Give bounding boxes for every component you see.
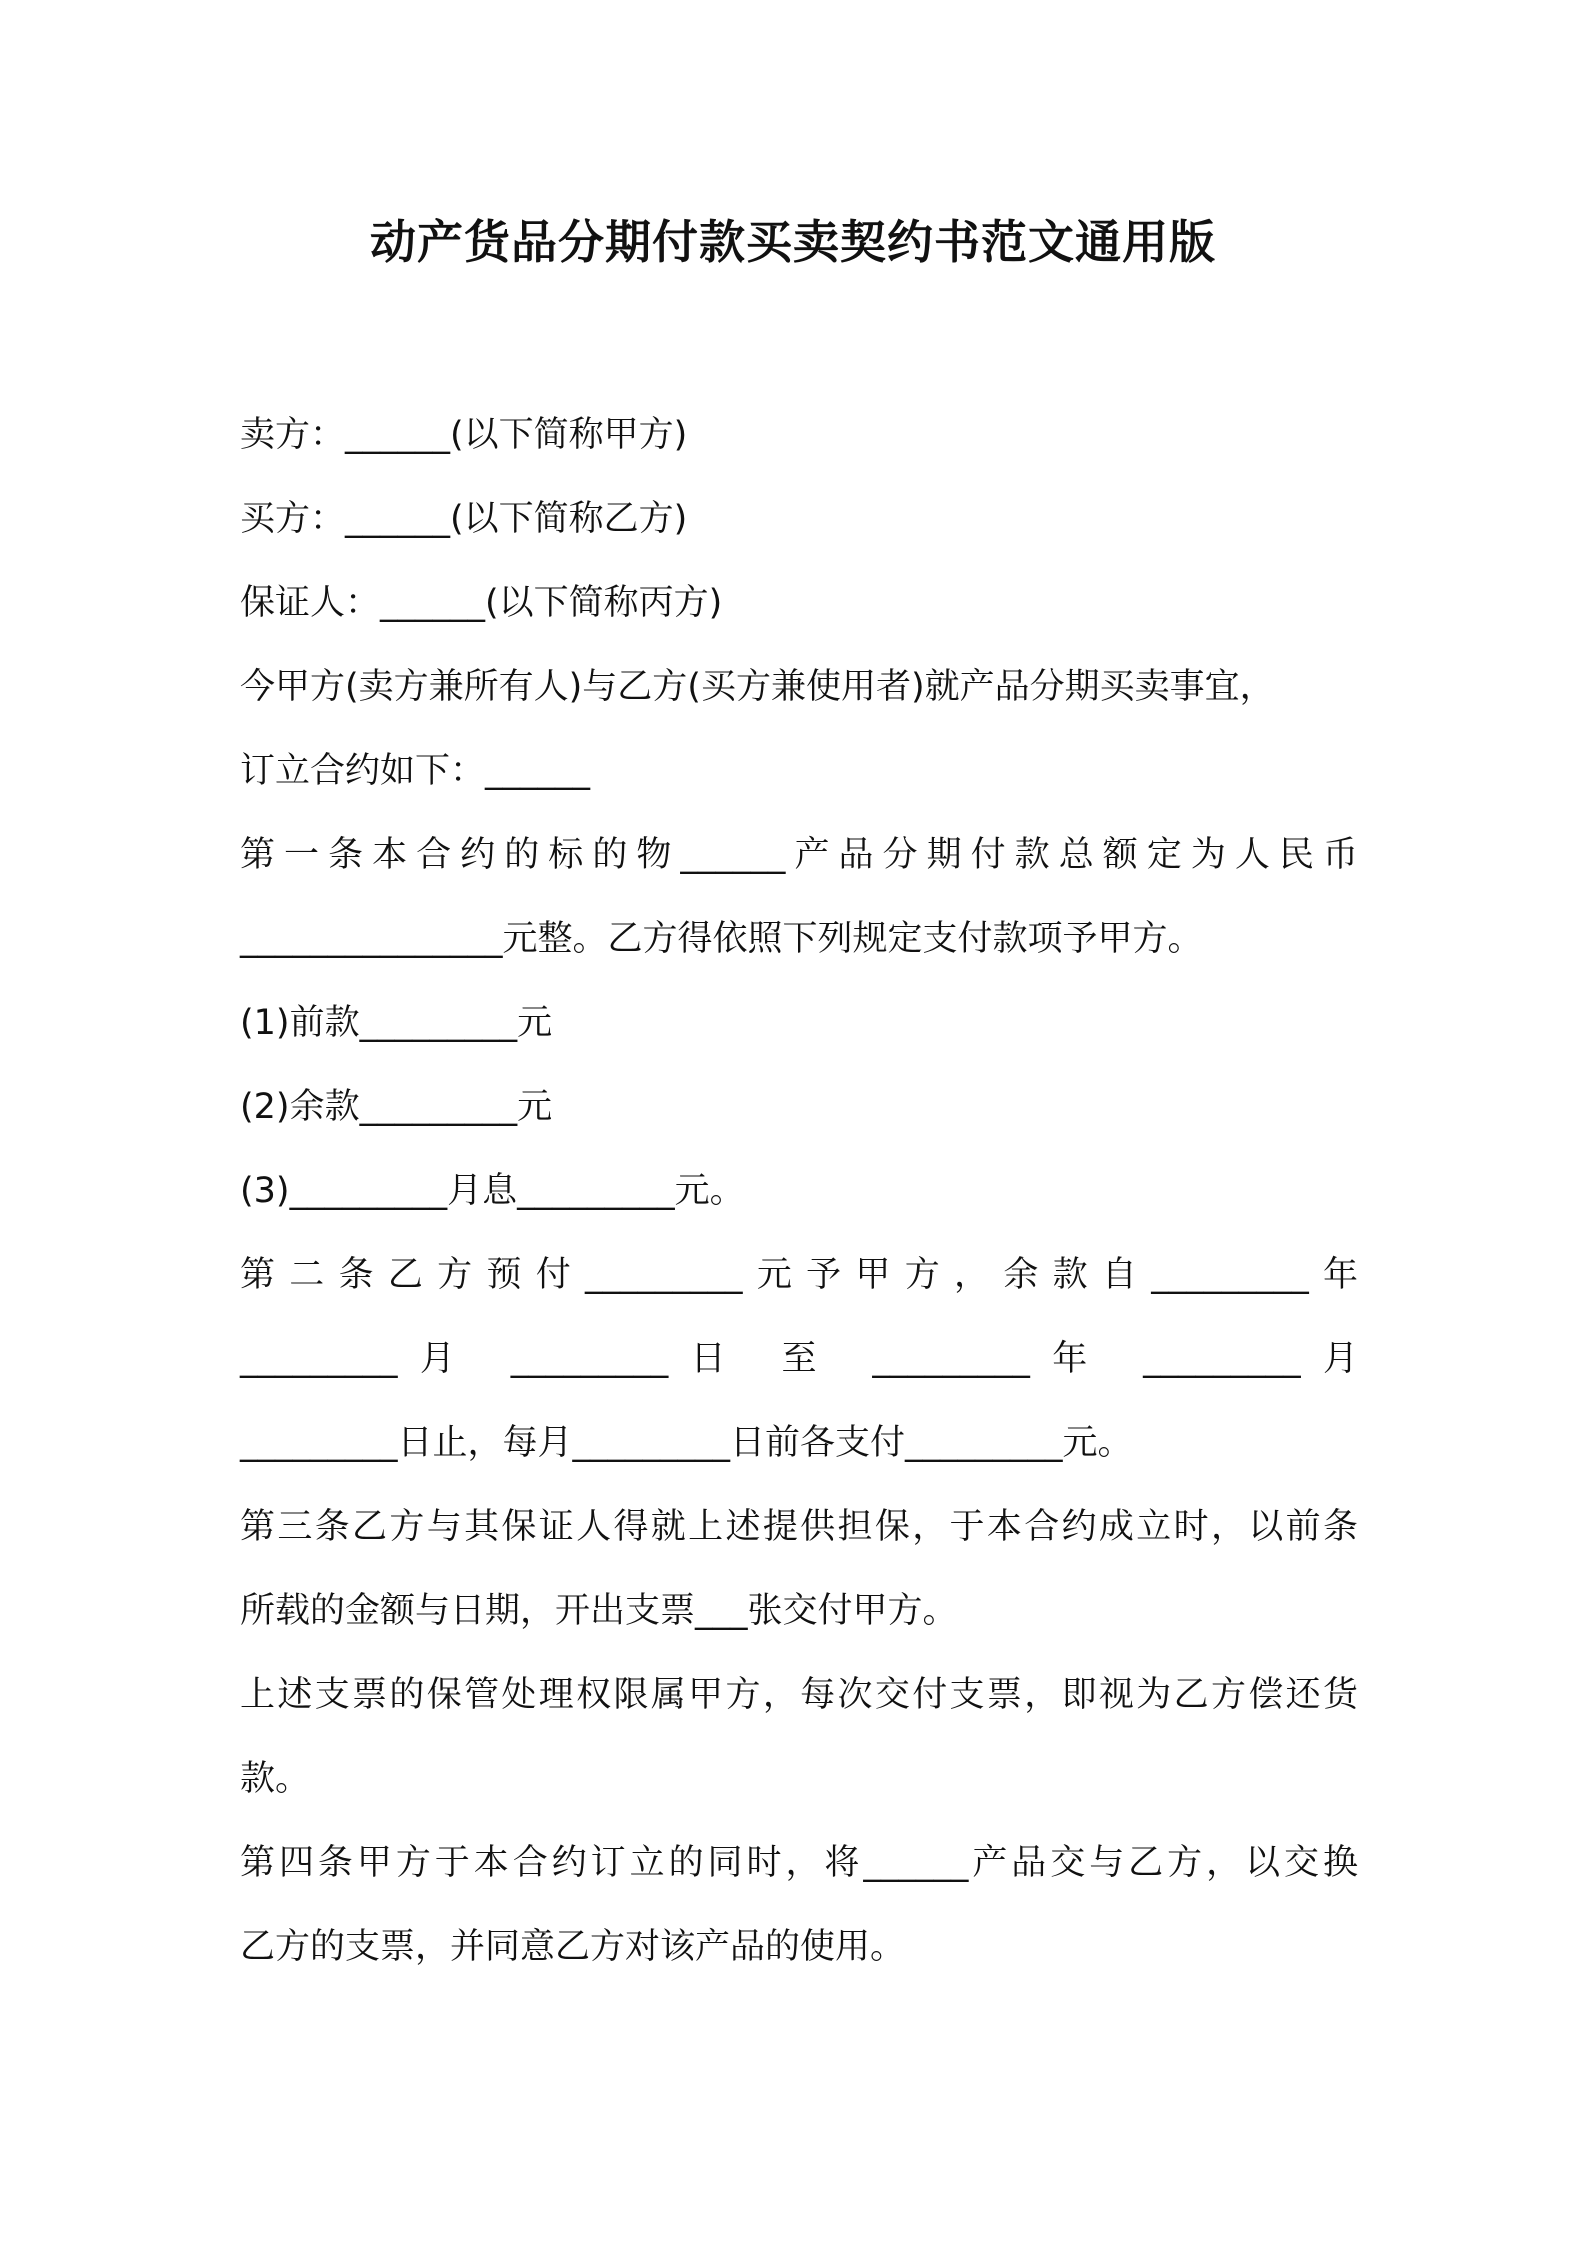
article-2-line-1: 第二条乙方预付_________元予甲方，余款自_________年 xyxy=(240,1255,1358,1295)
intro-line-2: 订立合约如下：______ xyxy=(240,751,591,791)
buyer-line: 买方：______(以下简称乙方) xyxy=(240,499,688,539)
guarantor-line: 保证人：______(以下简称丙方) xyxy=(240,583,723,623)
article-1-line-2: _______________元整。乙方得依照下列规定支付款项予甲方。 xyxy=(240,919,1203,959)
article-3-line-2: 所载的金额与日期，开出支票___张交付甲方。 xyxy=(240,1591,958,1631)
seller-line: 卖方：______(以下简称甲方) xyxy=(240,415,688,455)
article-1-item-1: (1)前款_________元 xyxy=(240,1003,553,1043)
article-4-line-2: 乙方的支票，并同意乙方对该产品的使用。 xyxy=(240,1927,906,1967)
article-4-line-1: 第四条甲方于本合约订立的同时，将______产品交与乙方，以交换 xyxy=(240,1843,1358,1883)
intro-line-1: 今甲方(卖方兼所有人)与乙方(买方兼使用者)就产品分期买卖事宜， xyxy=(240,667,1275,707)
document-title: 动产货品分期付款买卖契约书范文通用版 xyxy=(370,215,1216,269)
article-1-item-2: (2)余款_________元 xyxy=(240,1087,553,1127)
article-2-line-2: _________月 _________日 至 _________年 _________月 xyxy=(240,1339,1358,1379)
article-3-line-4: 款。 xyxy=(240,1759,311,1799)
article-1-line-1: 第一条本合约的标的物______产品分期付款总额定为人民币 xyxy=(240,835,1358,875)
article-1-item-3: (3)_________月息_________元。 xyxy=(240,1171,745,1211)
article-3-line-3: 上述支票的保管处理权限属甲方，每次交付支票，即视为乙方偿还货 xyxy=(240,1675,1358,1715)
article-3-line-1: 第三条乙方与其保证人得就上述提供担保，于本合约成立时，以前条 xyxy=(240,1507,1358,1547)
article-2-line-3: _________日止，每月_________日前各支付_________元。 xyxy=(240,1423,1133,1463)
